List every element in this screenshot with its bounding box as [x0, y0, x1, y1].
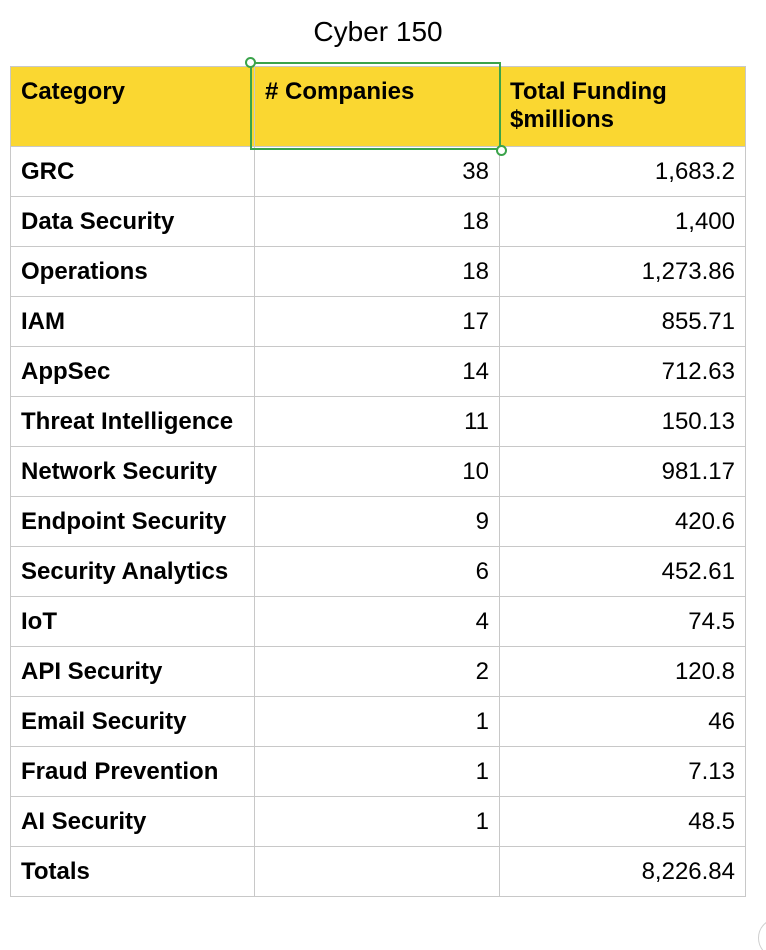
header-cell-category[interactable]: [11, 67, 255, 147]
table-row: [11, 147, 746, 197]
table-row: [11, 297, 746, 347]
companies-cell[interactable]: 9: [255, 497, 500, 547]
funding-cell[interactable]: 48.5: [500, 797, 746, 847]
category-cell[interactable]: Fraud Prevention: [11, 747, 255, 797]
category-cell[interactable]: Totals: [11, 847, 255, 897]
table-row: [11, 747, 746, 797]
category-cell[interactable]: Network Security: [11, 447, 255, 497]
header-label: Total Funding $millions: [510, 78, 667, 133]
table-row: [11, 247, 746, 297]
companies-cell[interactable]: 10: [255, 447, 500, 497]
table-row: [11, 347, 746, 397]
funding-cell[interactable]: 74.5: [500, 597, 746, 647]
table-title[interactable]: Cyber 150: [313, 16, 443, 47]
table-row: [11, 847, 746, 897]
funding-cell[interactable]: 981.17: [500, 447, 746, 497]
selection-handle-bottom-right[interactable]: [496, 145, 507, 156]
category-cell[interactable]: Operations: [11, 247, 255, 297]
table-row: [11, 647, 746, 697]
table-row: [11, 397, 746, 447]
table-row: [11, 597, 746, 647]
funding-cell[interactable]: 452.61: [500, 547, 746, 597]
category-cell[interactable]: Security Analytics: [11, 547, 255, 597]
category-cell[interactable]: API Security: [11, 647, 255, 697]
category-cell[interactable]: Email Security: [11, 697, 255, 747]
category-cell[interactable]: IAM: [11, 297, 255, 347]
funding-cell[interactable]: 1,273.86: [500, 247, 746, 297]
companies-cell[interactable]: 2: [255, 647, 500, 697]
header-row: [11, 67, 746, 147]
companies-cell[interactable]: 4: [255, 597, 500, 647]
selection-handle-top-left[interactable]: [245, 57, 256, 68]
header-label: Category: [21, 78, 126, 105]
header-cell-companies[interactable]: [255, 67, 500, 147]
category-cell[interactable]: AI Security: [11, 797, 255, 847]
funding-cell[interactable]: 8,226.84: [500, 847, 746, 897]
table-row: [11, 697, 746, 747]
funding-cell[interactable]: 855.71: [500, 297, 746, 347]
table-row: [11, 197, 746, 247]
companies-cell[interactable]: 1: [255, 747, 500, 797]
category-cell[interactable]: IoT: [11, 597, 255, 647]
funding-cell[interactable]: 1,683.2: [500, 147, 746, 197]
category-cell[interactable]: Threat Intelligence: [11, 397, 255, 447]
companies-cell[interactable]: 1: [255, 797, 500, 847]
table-row: [11, 797, 746, 847]
companies-cell[interactable]: 38: [255, 147, 500, 197]
table-row: [11, 547, 746, 597]
header-label: # Companies: [265, 78, 415, 105]
funding-cell[interactable]: 712.63: [500, 347, 746, 397]
funding-cell[interactable]: 120.8: [500, 647, 746, 697]
table-body: [11, 147, 746, 897]
funding-cell[interactable]: 1,400: [500, 197, 746, 247]
funding-cell[interactable]: 150.13: [500, 397, 746, 447]
table-row: [11, 497, 746, 547]
companies-cell[interactable]: [255, 847, 500, 897]
companies-cell[interactable]: 14: [255, 347, 500, 397]
companies-cell[interactable]: 17: [255, 297, 500, 347]
header-cell-total-funding[interactable]: [500, 67, 746, 147]
table-row: [11, 447, 746, 497]
category-cell[interactable]: GRC: [11, 147, 255, 197]
companies-cell[interactable]: 11: [255, 397, 500, 447]
funding-cell[interactable]: 420.6: [500, 497, 746, 547]
corner-button[interactable]: [758, 918, 766, 950]
companies-cell[interactable]: 18: [255, 197, 500, 247]
category-cell[interactable]: Data Security: [11, 197, 255, 247]
funding-cell[interactable]: 7.13: [500, 747, 746, 797]
companies-cell[interactable]: 18: [255, 247, 500, 297]
funding-cell[interactable]: 46: [500, 697, 746, 747]
companies-cell[interactable]: 1: [255, 697, 500, 747]
category-cell[interactable]: AppSec: [11, 347, 255, 397]
data-table: [10, 66, 746, 897]
companies-cell[interactable]: 6: [255, 547, 500, 597]
category-cell[interactable]: Endpoint Security: [11, 497, 255, 547]
